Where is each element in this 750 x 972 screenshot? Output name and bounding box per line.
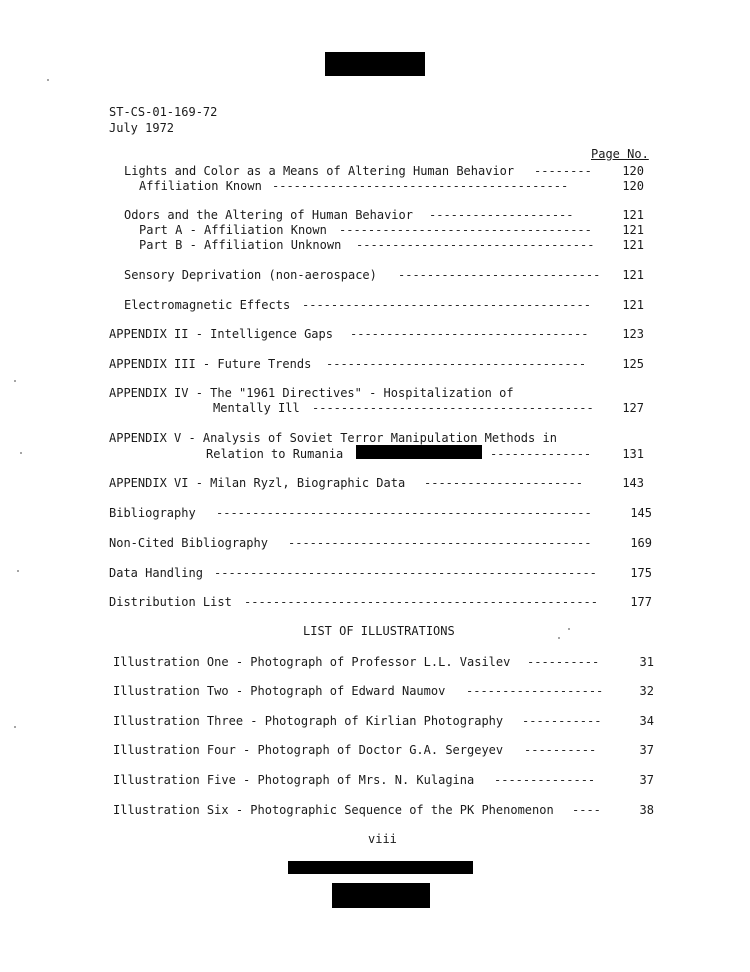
toc-leader: ----------------------------: [398, 268, 601, 282]
toc-page: 121: [622, 223, 644, 237]
toc-page: 121: [622, 298, 644, 312]
toc-leader: --------------: [494, 773, 596, 787]
toc-page: 177: [630, 595, 652, 609]
toc-entry-odors: Odors and the Altering of Human Behavior: [124, 208, 413, 222]
illustrations-heading: LIST OF ILLUSTRATIONS: [303, 624, 455, 638]
toc-leader: -----------------------------------------: [272, 179, 569, 193]
toc-page: 121: [622, 268, 644, 282]
illustration-entry: Illustration Four - Photograph of Doctor G.A. Sergeyev: [113, 743, 504, 757]
toc-page: 121: [622, 238, 644, 252]
toc-leader: ---------------------------------: [350, 327, 589, 341]
toc-entry-lights-color: Lights and Color as a Means of Altering Human Behavior: [124, 164, 515, 178]
toc-entry-data-handling: Data Handling: [109, 566, 203, 580]
scan-speck: [14, 726, 16, 728]
toc-page: 131: [622, 447, 644, 461]
toc-leader: ----------------------------------------: [302, 298, 591, 312]
toc-page: 169: [630, 536, 652, 550]
document-id: ST-CS-01-169-72: [109, 105, 218, 119]
illustration-page: 31: [639, 655, 654, 669]
redaction-block-top: [325, 52, 425, 76]
toc-leader: ----------: [527, 655, 600, 669]
toc-entry-appendix-vi: APPENDIX VI - Milan Ryzl, Biographic Data: [109, 476, 406, 490]
toc-leader: ---------------------------------: [356, 238, 595, 252]
toc-entry-appendix-v: APPENDIX V - Analysis of Soviet Terror Manipulation Methods in: [109, 431, 557, 445]
column-header-page-no: Page No.: [591, 147, 649, 161]
toc-entry-appendix-ii: APPENDIX II - Intelligence Gaps: [109, 327, 333, 341]
toc-page: 125: [622, 357, 644, 371]
scan-speck: [47, 79, 49, 81]
toc-page: 121: [622, 208, 644, 222]
toc-entry-sensory-deprivation: Sensory Deprivation (non-aerospace): [124, 268, 377, 282]
toc-leader: ----------: [524, 743, 597, 757]
toc-page: 127: [622, 401, 644, 415]
toc-leader: ---------------------------------------: [312, 401, 594, 415]
toc-entry-bibliography: Bibliography: [109, 506, 196, 520]
toc-leader: ----------------------------------------------------: [216, 506, 592, 520]
page-number: viii: [368, 832, 397, 846]
illustration-page: 37: [639, 773, 654, 787]
redaction-block-inline: [356, 445, 482, 459]
toc-page: 145: [630, 506, 652, 520]
toc-entry-appendix-iii: APPENDIX III - Future Trends: [109, 357, 312, 371]
toc-leader: -------------------: [466, 684, 604, 698]
scan-speck: [558, 637, 560, 639]
toc-leader: -------------------------------------------------: [244, 595, 599, 609]
toc-entry-part-b: Part B - Affiliation Unknown: [139, 238, 342, 252]
illustration-entry: Illustration Two - Photograph of Edward Naumov: [113, 684, 446, 698]
redaction-block-bottom: [332, 883, 430, 908]
toc-entry-affiliation-known: Affiliation Known: [139, 179, 262, 193]
toc-leader: ------------------------------------: [326, 357, 587, 371]
illustration-page: 37: [639, 743, 654, 757]
toc-entry-appendix-v-cont: Relation to Rumania: [206, 447, 344, 461]
illustration-entry: Illustration One - Photograph of Professor L.L. Vasilev: [113, 655, 511, 669]
scan-speck: [14, 380, 16, 382]
illustration-entry: Illustration Six - Photographic Sequence of the PK Phenomenon: [113, 803, 554, 817]
scan-speck: [17, 570, 19, 572]
toc-page: 120: [622, 164, 644, 178]
toc-leader: ----: [572, 803, 601, 817]
toc-entry-non-cited-bibliography: Non-Cited Bibliography: [109, 536, 268, 550]
toc-entry-appendix-iv-cont: Mentally Ill: [213, 401, 300, 415]
toc-leader: -----------------------------------------------------: [214, 566, 597, 580]
illustration-page: 32: [639, 684, 654, 698]
toc-page: 143: [622, 476, 644, 490]
illustration-page: 34: [639, 714, 654, 728]
toc-entry-appendix-iv: APPENDIX IV - The "1961 Directives" - Hospitalization of: [109, 386, 514, 400]
toc-leader: --------------------: [429, 208, 574, 222]
redaction-bar-bottom: [288, 861, 473, 874]
toc-page: 123: [622, 327, 644, 341]
illustration-entry: Illustration Five - Photograph of Mrs. N. Kulagina: [113, 773, 475, 787]
toc-page: 175: [630, 566, 652, 580]
toc-leader: ----------------------: [424, 476, 583, 490]
toc-leader: ------------------------------------------: [288, 536, 592, 550]
toc-entry-part-a: Part A - Affiliation Known: [139, 223, 327, 237]
toc-entry-electromagnetic: Electromagnetic Effects: [124, 298, 291, 312]
illustration-page: 38: [639, 803, 654, 817]
toc-leader: --------------: [490, 447, 592, 461]
illustration-entry: Illustration Three - Photograph of Kirlian Photography: [113, 714, 504, 728]
toc-leader: -----------------------------------: [339, 223, 592, 237]
document-date: July 1972: [109, 121, 175, 135]
scan-speck: [568, 628, 570, 630]
toc-entry-distribution-list: Distribution List: [109, 595, 232, 609]
toc-leader: --------: [534, 164, 592, 178]
toc-page: 120: [622, 179, 644, 193]
scan-speck: [20, 452, 22, 454]
toc-leader: -----------: [522, 714, 602, 728]
